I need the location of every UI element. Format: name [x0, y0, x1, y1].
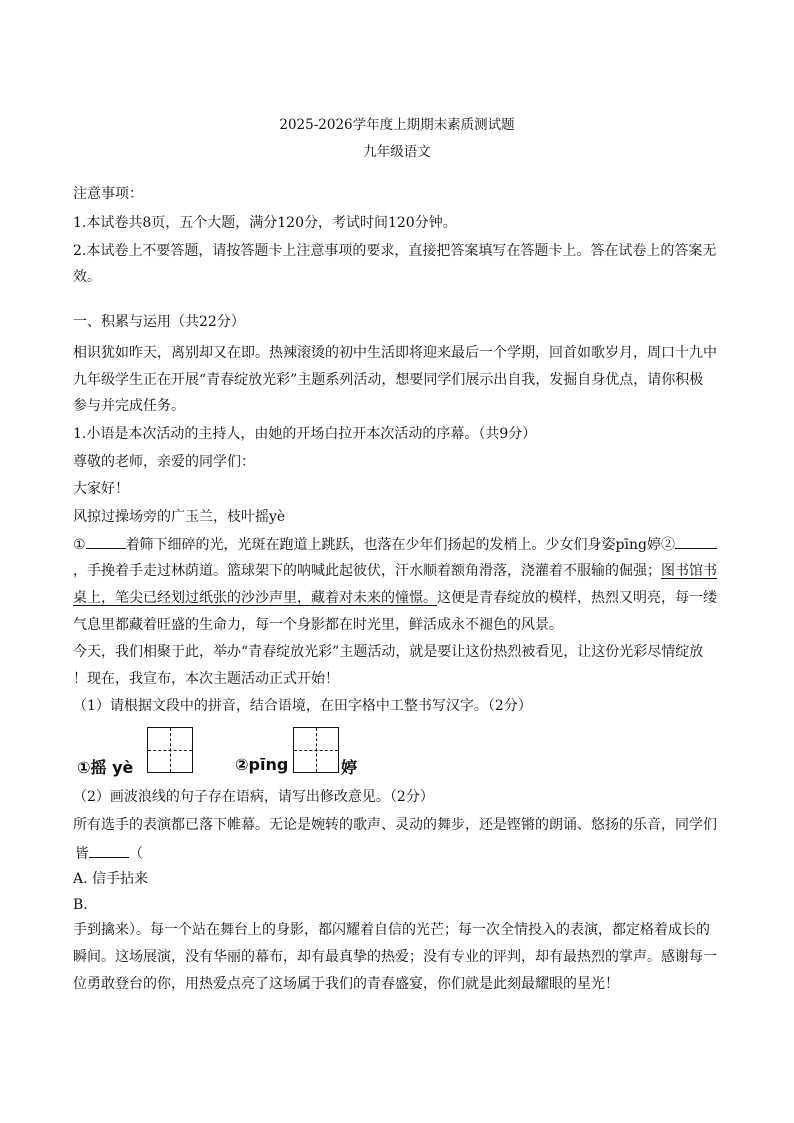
exam-title: 2025-2026学年度上期期末素质测试题 [279, 117, 515, 133]
passage-3-line-1: 手到擒来）。每一个站在舞台上的身影，都闪耀着自信的光芒；每一次全情投入的表演，都定格着成长的 [73, 922, 710, 938]
option-a: A. 信手拈来 [73, 871, 149, 887]
section-heading: 一、积累与运用（共22分） [73, 314, 245, 330]
passage-line-2 [73, 534, 725, 554]
passage-2-line-2 [73, 843, 725, 863]
notice-item-2-line2: 效。 [73, 269, 101, 285]
passage-line-4 [73, 589, 725, 607]
greeting-line-1: 尊敬的老师，亲爱的同学们： [73, 454, 255, 470]
passage-line-1: 风掠过操场旁的广玉兰，枝叶摇yè [73, 509, 286, 525]
greeting-line-2: 大家好！ [73, 481, 129, 497]
answer-blank-3[interactable] [89, 843, 129, 858]
tianzige-box-1[interactable] [147, 727, 193, 773]
passage-3-line-3: 位勇敢登台的你，用热爱点亮了这场属于我们的青春盛宴，你们就是此刻最耀眼的星光！ [73, 976, 619, 992]
passage-2-line-1: 所有选手的表演都已落下帷幕。无论是婉转的歌声、灵动的舞步，还是铿锵的朗诵、悠扬的乐音，同学们 [73, 817, 717, 833]
answer-blank-2[interactable] [675, 534, 717, 549]
wavy-sentence-part-2: 桌上，笔尖已经划过纸张的沙沙声里，藏着对未来的憧憬。 [73, 590, 437, 606]
option-b: B. [73, 897, 88, 913]
answer-blank-1[interactable] [86, 534, 126, 549]
notice-heading: 注意事项： [73, 186, 143, 202]
blank-label-1: ① [73, 537, 86, 553]
intro-line-3: 参与并完成任务。 [73, 398, 185, 414]
tianzige-box-2[interactable] [293, 727, 339, 773]
intro-line-2: 九年级学生正在开展“青春绽放光彩”主题系列活动，想要同学们展示出自我，发掘自身优点，请你积极 [73, 372, 704, 388]
notice-item-1: 1.本试卷共8页，五个大题，满分120分，考试时间120分钟。 [73, 215, 457, 231]
grid-divider [294, 750, 338, 751]
passage-2-line-2-text: 皆 [75, 846, 89, 862]
wavy-sentence-part-1: 图书馆书 [661, 563, 717, 579]
passage-line-2-text: 着筛下细碎的光，光斑在跑道上跳跃，也落在少年们扬起的发梢上。少女们身姿pīng婷② [125, 537, 675, 553]
grid-label-2: ②pīng [235, 755, 289, 774]
passage-3-line-2: 瞬间。这场展演，没有华丽的幕布，却有最真挚的热爱；没有专业的评判，却有最热烈的掌声。感谢每一 [73, 949, 717, 965]
sub-question-2: （2）画波浪线的句子存在语病，请写出修改意见。（2分） [73, 789, 434, 805]
open-paren: （ [129, 846, 143, 862]
passage-line-3 [73, 562, 725, 580]
intro-line-1: 相识犹如昨天，离别却又在即。热辣滚烫的初中生活即将迎来最后一个学期，回首如歌岁月，周口十九中 [73, 345, 717, 361]
tianzige-row [77, 723, 377, 777]
passage-line-5: 气息里都藏着旺盛的生命力，每一个身影都在时光里，鲜活成永不褪色的风景。 [73, 617, 563, 633]
grid-divider [148, 750, 192, 751]
passage-line-6: 今天，我们相聚于此，举办“青春绽放光彩”主题活动，就是要让这份热烈被看见，让这份光彩尽情绽放 [73, 644, 704, 660]
passage-line-3-text: ，手挽着手走过林荫道。篮球架下的呐喊此起彼伏，汗水顺着额角滑落，浇灌着不服输的倔强； [73, 563, 661, 579]
grid-label-1: ①摇 yè [77, 758, 134, 777]
passage-line-7: ！现在，我宣布，本次主题活动正式开始！ [73, 671, 339, 687]
sub-question-1: （1）请根据文段中的拼音，结合语境，在田字格中工整书写汉字。（2分） [73, 698, 532, 714]
notice-item-2-line1: 2.本试卷上不要答题，请按答题卡上注意事项的要求，直接把答案填写在答题卡上。答在试卷上的答案无 [73, 243, 717, 259]
exam-subtitle: 九年级语文 [363, 144, 431, 160]
passage-line-4-text: 这便是青春绽放的模样，热烈又明亮，每一缕 [437, 590, 717, 606]
question-1-stem: 1.小语是本次活动的主持人，由她的开场白拉开本次活动的序幕。（共9分） [73, 426, 537, 442]
grid-suffix-2: 婷 [341, 758, 358, 777]
